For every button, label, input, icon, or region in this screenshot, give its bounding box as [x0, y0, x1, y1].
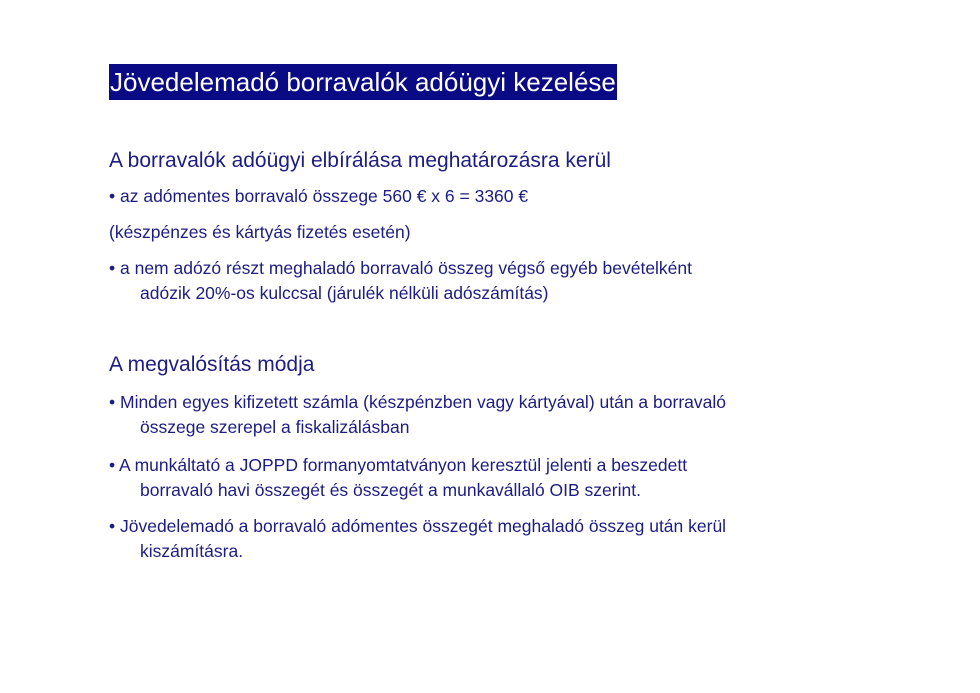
- bullet-text-line-2: kiszámításra.: [140, 541, 244, 561]
- bullet-text-line-2: adózik 20%-os kulccsal (járulék nélküli adószámítás): [140, 283, 549, 303]
- bullet-fiscalization: [109, 390, 869, 440]
- bullet-tax-free-amount: [109, 184, 869, 209]
- bullet-text-line-2: összege szerepel a fiskalizálásban: [140, 417, 410, 437]
- note-payment-methods: [109, 220, 869, 245]
- bullet-taxable-excess: [109, 256, 869, 306]
- slide-title: Jövedelemadó borravalók adóügyi kezelése: [109, 64, 617, 100]
- note-text: (készpénzes és kártyás fizetés esetén): [109, 222, 411, 242]
- bullet-text-line-1: • Minden egyes kifizetett számla (készpénzben vagy kártyával) után a borravaló: [109, 392, 726, 412]
- section-heading-implementation: A megvalósítás módja: [109, 353, 315, 376]
- bullet-text-line-1: • Jövedelemadó a borravaló adómentes összegét meghaladó összeg után kerül: [109, 516, 727, 536]
- bullet-text: • az adómentes borravaló összege 560 € x 6 = 3360 €: [109, 186, 529, 206]
- bullet-text-line-1: • a nem adózó részt meghaladó borravaló összeg végső egyéb bevételként: [109, 258, 693, 278]
- bullet-text-line-2: borravaló havi összegét és összegét a munkavállaló OIB szerint.: [140, 480, 641, 500]
- bullet-text-line-1: • A munkáltató a JOPPD formanyomtatványon keresztül jelenti a beszedett: [109, 455, 688, 475]
- bullet-joppd-report: [109, 453, 869, 503]
- section-heading-tax-treatment: A borravalók adóügyi elbírálása meghatározásra kerül: [109, 149, 611, 172]
- bullet-income-tax-calculation: [109, 514, 869, 564]
